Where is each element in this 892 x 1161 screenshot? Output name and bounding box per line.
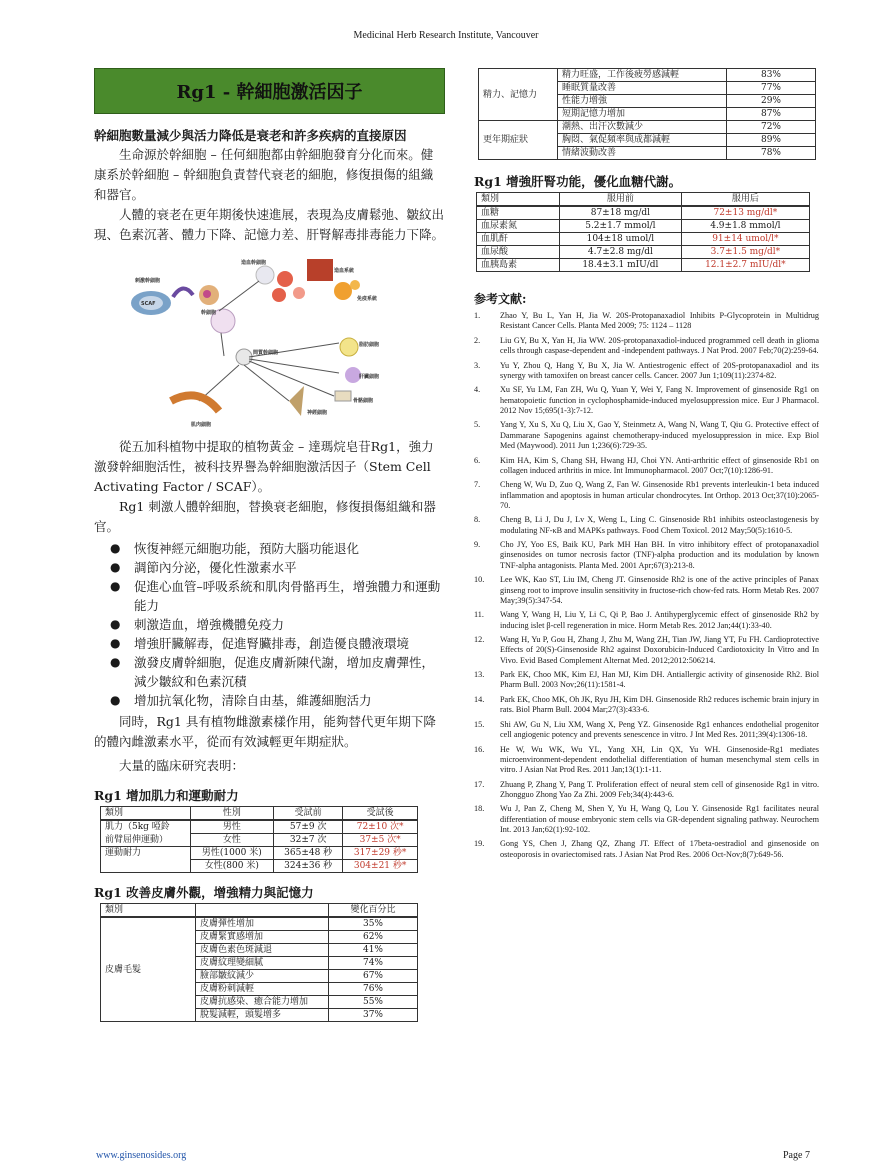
diagram-label-fat: 脂肪細胞 xyxy=(359,342,380,348)
reference-text: He W, Wu WK, Wu YL, Yang XH, Lin QX, Yu WH. Ginsenoside-Rg1 mediates microenvironment-dependent endothelial differentiation of human mesenchymal stem cells in vitro. J Asian Nat Prod Res. 2011 Jan;13(1):1-11. xyxy=(500,744,819,775)
reference-item xyxy=(474,575,819,606)
reference-number: 15. xyxy=(474,719,485,729)
table-header-row: 類別 性別 受試前 受試後 xyxy=(101,807,418,821)
paragraph-3: 從五加科植物中提取的植物黃金 – 達瑪烷皂苷Rg1，強力激發幹細胞活性，被科技界譽為幹細胞激活因子（Stem Cell Activating Factor / SCAF）。 xyxy=(94,439,434,494)
list-item: ● 刺激造血，增強機體免疫力 xyxy=(110,617,285,632)
reference-text: Shi AW, Gu N, Liu XM, Wang X, Peng YZ. Ginsenoside Rg1 enhances endothelial progenitor cell angiogenic potency and prevents senescence in vitro. J Int Med Res. 2011;39(4):1306-18. xyxy=(500,719,819,740)
reference-text: Cheng W, Wu D, Zuo Q, Wang Z, Fan W. Ginsenoside Rb1 prevents interleukin-1 beta induced inflammation and apoptosis in human articular chondrocytes. Int Orthop. 2013 Oct;37(10):2065-70. xyxy=(500,480,819,510)
strength-table xyxy=(100,806,418,873)
diagram-label-liver: 肝臟細胞 xyxy=(359,374,380,380)
reference-number: 14. xyxy=(474,694,485,704)
table-row: 性能力增強 29% xyxy=(479,95,816,108)
reference-text: Gong YS, Chen J, Zhang QZ, Zhang JT. Effect of 17beta-oestradiol and ginsenoside on osteoporosis in ovariectomised rats. J Asian Nat Prod Res. 2006 Oct-Nov;8(7):649-56. xyxy=(500,839,819,859)
diagram-label-hsc: 造血幹細胞 xyxy=(241,260,267,266)
stem-cell-diagram-art xyxy=(129,251,379,431)
table-row: 血胰島素 18.4±3.1 mIU/dl 12.1±2.7 mIU/dl* xyxy=(477,259,810,272)
table-row: 女性(800 米) 324±36 秒 304±21 秒* xyxy=(101,860,418,873)
reference-number: 5. xyxy=(474,420,481,430)
bullet-icon: ● xyxy=(110,617,121,631)
reference-number: 10. xyxy=(474,575,485,585)
reference-number: 12. xyxy=(474,635,485,645)
table-row: 精力、記憶力 精力旺盛，工作後疲勞感減輕 83% xyxy=(479,69,816,82)
reference-item xyxy=(474,635,819,666)
reference-text: Kim HA, Kim S, Chang SH, Hwang HJ, Choi YN. Anti-arthritic effect of ginsenoside Rb1 on collagen induced arthritis in mice. Int Immunopharmacol. 2007 Oct;7(10):1286-91. xyxy=(500,455,819,475)
reference-item xyxy=(474,456,819,477)
page-number: Page 7 xyxy=(783,1150,810,1161)
table3-caption: Rg1 增強肝腎功能，優化血糖代謝。 xyxy=(474,174,682,189)
reference-number: 2. xyxy=(474,335,481,345)
reference-number: 19. xyxy=(474,839,485,849)
table-row: 前臂屈伸運動） 女性 32±7 次 37±5 次* xyxy=(101,834,418,847)
table-row: 肌力（5kg 啞鈴 男性 57±9 次 72±10 次* xyxy=(101,820,418,834)
bullet-icon: ● xyxy=(110,655,121,669)
paragraph-2: 人體的衰老在更年期後快速進展，表現為皮膚鬆弛、皺紋出現、色素沉著、體力下降、記憶力差、肝腎解毒排毒能力下降。 xyxy=(94,207,445,242)
bullet-icon: ● xyxy=(110,541,121,555)
list-item: ● 增加抗氧化物，清除自由基，維護細胞活力 xyxy=(110,693,372,708)
reference-text: Liu GY, Bu X, Yan H, Jia WW. 20S-protopanaxadiol-induced programmed cell death in glioma cells through caspase-dependent and -independent pathways. J Nat Prod. 2007 Feb;70(2):259-64. xyxy=(500,335,819,356)
reference-number: 9. xyxy=(474,540,481,550)
reference-item xyxy=(474,670,819,691)
right-column xyxy=(474,68,819,864)
reference-item xyxy=(474,720,819,741)
reference-number: 4. xyxy=(474,385,481,395)
footer-link[interactable]: www.ginsenosides.org xyxy=(96,1150,187,1161)
stem-cell-diagram xyxy=(129,251,379,431)
reference-item xyxy=(474,336,819,357)
reference-text: Cheng B, Li J, Du J, Lv X, Weng L, Ling C. Ginsenoside Rb1 inhibits osteoclastogenesis by modulating NF-κB and MAPKs pathways. Food Chem Toxicol. 2012 May;50(5):1610-5. xyxy=(500,515,819,535)
title-banner xyxy=(94,68,445,114)
reference-item xyxy=(474,540,819,571)
table-row: 皮膚緊實感增加 62% xyxy=(101,931,418,944)
list-item: ● 促進心血管–呼吸系統和肌肉骨骼再生，增強體力和運動能力 xyxy=(110,579,441,613)
reference-number: 13. xyxy=(474,670,485,680)
table-row: 血肌酐 104±18 umol/l 91±14 umol/l* xyxy=(477,233,810,246)
reference-number: 6. xyxy=(474,455,481,465)
reference-text: Zhao Y, Bu L, Yan H, Jia W. 20S-Protopanaxadiol Inhibits P-Glycoprotein in Multidrug Resistant Cancer Cells. Planta Med 2009; 75: 1124 – 1128 xyxy=(500,311,819,331)
reference-item xyxy=(474,804,819,835)
reference-number: 8. xyxy=(474,515,481,525)
table-row: 情緒波動改善 78% xyxy=(479,147,816,160)
table-row: 運動耐力 男性(1000 米) 365±48 秒 317±29 秒* xyxy=(101,847,418,860)
reference-text: Wu J, Pan Z, Cheng M, Shen Y, Yu H, Wang Q, Lou Y. Ginsenoside Rg1 facilitates neural differentiation of mouse embryonic stem cells via GR-dependent signaling pathway. Neurochem Int. 2013 Jan;62(1):92-102. xyxy=(500,804,819,834)
reference-text: Cho JY, Yoo ES, Baik KU, Park MH Han BH. In vitro inhibitory effect of protopanaxadiol ginsenosides on tumor necrosis factor (TNF)-alpha production and its modulation by known TNF-alpha antagonists. Planta Med. 2001 Apr;67(3):213-8. xyxy=(500,540,819,570)
reference-number: 3. xyxy=(474,360,481,370)
table-row: 血糖 87±18 mg/dl 72±13 mg/dl* xyxy=(477,206,810,220)
bullet-icon: ● xyxy=(110,579,121,593)
diagram-label-nerve: 神經細胞 xyxy=(307,410,328,416)
intro-heading: 幹細胞數量減少與活力降低是衰老和許多疾病的直接原因 xyxy=(94,128,407,143)
list-item: ● 恢復神經元細胞功能，預防大腦功能退化 xyxy=(110,541,360,556)
table-row: 皮膚抗感染、癒合能力增加 55% xyxy=(101,996,418,1009)
menopause-category: 更年期症狀 xyxy=(479,121,558,160)
table-header-row: 類別 服用前 服用后 xyxy=(477,193,810,207)
table-row: 更年期症狀 潮熱、出汗次數減少 72% xyxy=(479,121,816,134)
reference-number: 11. xyxy=(474,610,484,620)
diagram-label-stimulate: 刺激幹細胞 xyxy=(135,278,161,284)
energy-category: 精力、記憶力 xyxy=(479,69,558,121)
reference-text: Xu SF, Yu LM, Fan ZH, Wu Q, Yuan Y, Wei Y, Fang N. Improvement of ginsenoside Rg1 on hematopoietic function in cyclophosphamide-induced myelosuppression mice. Eur J Pharmacol. 2012 Nov 15;695(1-3):7-12. xyxy=(500,385,819,415)
paragraph-5: 同時，Rg1 具有植物雌激素樣作用，能夠替代更年期下降的體內雌激素水平，從而有效減輕更年期症狀。 xyxy=(94,714,436,749)
bullet-icon: ● xyxy=(110,560,121,574)
skin-category: 皮膚毛髮 xyxy=(101,917,196,1022)
table-row: 胸悶、氣促頻率與成都減輕 89% xyxy=(479,134,816,147)
reference-text: Lee WK, Kao ST, Liu IM, Cheng JT. Ginsenoside Rh2 is one of the active principles of Panax ginseng root to improve insulin sensitivity in fructose-rich chow-fed rats. Horm Metab Res. 2007 May;39(5):347-54. xyxy=(500,575,819,605)
reference-item xyxy=(474,311,819,332)
table-row: 血尿酸 4.7±2.8 mg/dl 3.7±1.5 mg/dl* xyxy=(477,246,810,259)
reference-number: 16. xyxy=(474,744,485,754)
table-row: 皮膚粉刺減輕 76% xyxy=(101,983,418,996)
diagram-label-stemcell: 幹細胞 xyxy=(201,310,217,316)
diagram-label-blood: 造血系統 xyxy=(334,268,355,274)
table-header-row: 類別 變化百分比 xyxy=(101,904,418,918)
paragraph-1: 生命源於幹細胞 – 任何細胞都由幹細胞發育分化而來。健康系於幹細胞 – 幹細胞負責替代衰老的細胞，修復損傷的組織和器官。 xyxy=(94,147,434,202)
energy-table xyxy=(478,68,816,160)
reference-item xyxy=(474,480,819,511)
table-row: 臉部皺紋減少 67% xyxy=(101,970,418,983)
reference-item xyxy=(474,839,819,860)
table1-caption: Rg1 增加肌力和運動耐力 xyxy=(94,788,239,803)
table-row: 脫髮減輕，頭髮增多 37% xyxy=(101,1009,418,1022)
reference-text: Park EK, Choo MK, Oh JK, Ryu JH, Kim DH. Ginsenoside Rh2 reduces ischemic brain injury in rats. Biol Pharm Bull. 2004 Mar;27(3):433-6. xyxy=(500,694,819,715)
table-row: 皮膚紋理變細膩 74% xyxy=(101,957,418,970)
table-row: 短期記憶力增加 87% xyxy=(479,108,816,121)
reference-number: 1. xyxy=(474,311,481,320)
table-row: 皮膚毛髮 皮膚彈性增加 35% xyxy=(101,917,418,931)
list-item: ● 調節內分泌，優化性激素水平 xyxy=(110,560,297,575)
reference-number: 17. xyxy=(474,779,485,789)
reference-item xyxy=(474,695,819,716)
diagram-label-muscle: 肌肉細胞 xyxy=(191,422,212,428)
list-item: ● 增強肝臟解毒，促進腎臟排毒，創造優良體液環境 xyxy=(110,636,410,651)
table2-caption: Rg1 改善皮膚外觀，增強精力與記憶力 xyxy=(94,885,314,900)
skin-table xyxy=(100,903,418,1022)
page-header: Medicinal Herb Research Institute, Vancouver xyxy=(353,30,539,41)
bullet-icon: ● xyxy=(110,636,121,650)
list-item: ● 激發皮膚幹細胞，促進皮膚新陳代謝，增加皮膚彈性，減少皺紋和色素沉積 xyxy=(110,655,435,689)
bullet-icon: ● xyxy=(110,693,121,707)
diagram-label-bone: 骨骼細胞 xyxy=(353,398,374,404)
paragraph-6: 大量的臨床研究表明： xyxy=(119,758,245,773)
reference-text: Yu Y, Zhou Q, Hang Y, Bu X, Jia W. Antiestrogenic effect of 20S-protopanaxadiol and its synergy with tamoxifen on breast cancer cells. Cancer. 2007 Jun 1;109(11):2374-82. xyxy=(500,360,819,380)
liver-kidney-table xyxy=(476,192,810,272)
reference-item xyxy=(474,780,819,801)
reference-text: Park EK, Choo MK, Kim EJ, Han MJ, Kim DH. Antiallergic activity of ginsenoside Rh2. Biol Pharm Bull. 2003 Nov;26(11):1581-4. xyxy=(500,670,819,690)
table-row: 睡眠質量改善 77% xyxy=(479,82,816,95)
reference-text: Wang Y, Wang H, Liu Y, Li C, Qi P, Bao J. Antihyperglycemic effect of ginsenoside Rh2 by inducing islet β-cell regeneration in mice. Horm Metab Res. 2012 Jan;44(1):33-40. xyxy=(500,610,819,630)
reference-item xyxy=(474,385,819,416)
table-row: 皮膚色素色斑減退 41% xyxy=(101,944,418,957)
references-title: 参考文献: xyxy=(474,292,527,306)
reference-text: Wang H, Yu P, Gou H, Zhang J, Zhu M, Wang ZH, Tian JW, Jiang YT, Fu FH. Cardioprotective Effects of 20(S)-Ginsenoside Rh2 against Doxorubicin-Induced Cardiotoxicity In Vitro and In Vivo. Evid Based Complement Alternat Med. 2012;2012:506214. xyxy=(500,635,819,665)
reference-number: 18. xyxy=(474,804,485,814)
table-row: 血尿素氮 5.2±1.7 mmol/l 4.9±1.8 mmol/l xyxy=(477,220,810,233)
paragraph-4: Rg1 刺激人體幹細胞，替換衰老細胞，修復損傷組織和器官。 xyxy=(94,499,436,534)
reference-item xyxy=(474,361,819,382)
reference-item xyxy=(474,745,819,776)
reference-item xyxy=(474,515,819,536)
left-column xyxy=(94,68,445,1022)
benefit-list xyxy=(110,539,445,710)
diagram-label-immune: 免疫系統 xyxy=(357,296,378,302)
banner-title: Rg1 - 幹細胞激活因子 xyxy=(176,82,363,103)
reference-text: Yang Y, Xu S, Xu Q, Liu X, Gao Y, Steinmetz A, Wang N, Wang T, Qiu G. Protective effect of Dammarane Sapogenins against chemotherapy-induced myelosuppression in mice. Exp Biol Med (Maywood). 2011 Jun 1;236(6):729-35. xyxy=(500,420,819,451)
diagram-label-msc: 間質幹細胞 xyxy=(253,350,279,356)
reference-item xyxy=(474,610,819,631)
reference-number: 7. xyxy=(474,480,481,490)
diagram-label-scaf: SCAF xyxy=(141,301,156,307)
reference-text: Zhuang P, Zhang Y, Pang T. Proliferation effect of neural stem cell of ginsenoside Rg1 in vitro. Zhongguo Zhong Yao Za Zhi. 2009 Feb;34(4):443-6. xyxy=(500,779,819,799)
reference-item xyxy=(474,420,819,451)
reference-list xyxy=(474,311,819,860)
